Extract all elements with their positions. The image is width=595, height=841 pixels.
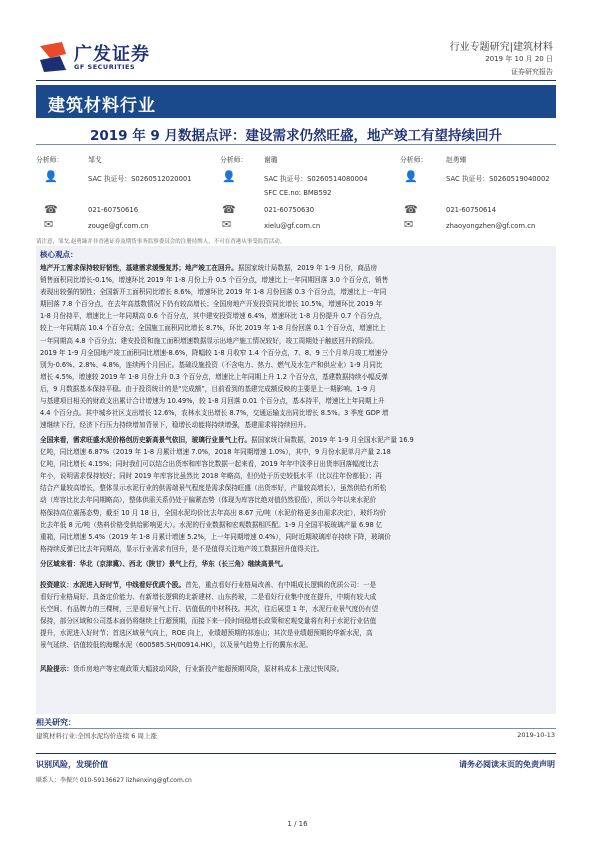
analyst-name: 谢璐: [264, 156, 278, 164]
person-icon: 👤: [44, 170, 58, 183]
analyst-name: 邹戈: [88, 156, 102, 164]
analyst-role: 分析师：: [400, 156, 428, 164]
paragraph-lead: 全国来看，需求旺盛水泥价格创历史新高景气依旧，玻璃行业景气上行。: [40, 436, 251, 444]
paragraph-lead: 风险提示：: [40, 665, 73, 673]
analyst-phone: 021-60750630: [264, 206, 315, 214]
related-research-title: 相关研究：: [36, 718, 76, 727]
footer-divider: [36, 753, 556, 754]
analyst-phone: 021-60750614: [446, 206, 497, 214]
logo-text-cn: 广发证券: [74, 44, 150, 65]
analyst-role: 分析师：: [36, 156, 64, 164]
related-research-link[interactable]: 建筑材料行业:全国水泥均价连续 6 周上涨: [36, 732, 157, 740]
report-date: 2019 年 10 月 20 日: [485, 55, 553, 63]
phone-icon: ☎: [404, 203, 418, 216]
paragraph-regional: [40, 558, 552, 570]
report-title: 2019 年 9 月数据点评：建设需求仍然旺盛，地产竣工有望持续回升: [89, 128, 503, 144]
paragraph-lead: 地产开工需求保持较好韧性，基建需求缓慢复苏；地产竣工在回升。: [40, 264, 238, 272]
mail-icon: ✉: [44, 218, 54, 231]
paragraph-investment: 投资建议：水泥进入好时节，中线看好优质个股。首先，重点看好行业格局改善、有中期成长逻辑的优质公司：一是 看好行业格局好、具备定价能力、有新增长逻辑的北新建材、山东药玻，二是看好行业集中度在提升，中期有较大成 长空间、有品牌力的三棵树，三是看好景气上行、估值低的中材科技。其次，往后展望 1 年，水泥行业景气度仍有望 保持，部分区域和公司基本面仍将继续上行超预期，而接下来一段时间稳增长政策和宏观变量将有利于水泥行业估值 提升，水泥进入好时节；首选区域景气向上，ROE 向上，业绩超预期的祁连山；其次是业绩超预期的华新水泥，高 景气延续、估值较低的海螺水泥（600585.SH/00914.HK），以及景气趋势上行的冀东水泥。: [40, 581, 379, 650]
core-points-title: 核心观点：: [40, 250, 78, 259]
analyst-email[interactable]: xielu@gf.com.cn: [264, 222, 321, 230]
mail-icon: ✉: [404, 218, 414, 231]
industry-banner-label: 建筑材料行业: [48, 96, 156, 116]
related-research-date: 2019-10-13: [517, 731, 555, 739]
logo-text-en: GF SECURITIES: [74, 63, 136, 71]
person-icon: 👤: [404, 170, 418, 183]
title-divider: [36, 144, 556, 145]
footer-slogan: 识别风险，发现价值: [36, 760, 108, 769]
analyst-sac: SAC 执证号：S0260512020001: [88, 175, 192, 183]
person-icon: 👤: [222, 170, 236, 183]
mail-icon: ✉: [222, 218, 232, 231]
analyst-sac: SAC 执证号：S0260519040002: [446, 175, 550, 183]
footer-disclaimer-note: 请务必阅读末页的免责声明: [459, 760, 555, 769]
analyst-role: 分析师：: [220, 156, 248, 164]
paragraph-nationwide: 全国来看，需求旺盛水泥价格创历史新高景气依旧，玻璃行业景气上行。据国家统计局数据，2019 年 1-9 月全国水泥产量 16.9 亿吨，同比增速 6.87%（2019 年 1-8 月累计增速 7.0%，2018 年同期增速 1.0%），其中，9 月份水泥单月产量 2.18 亿吨，同比增长 4.15%；同时我们可以结合出货率和库容比数据一起来看，2019 年年中淡季日出货率回落幅度比去 年小，说明需求保持较好；同时 2019 年库容比虽然比 2018 年略高，但仍处于历史较低水平（比以往年份都低）；再 结合产量较高增长，整体显示水泥行业的供需端景气程度是需求保持旺盛（出货率好，产量较高增长），虽然供给有所松 动（库容比比去年同期略高），整体供需关系仍处于偏紧态势（体现为库容比绝对值仍然很低），所以今年以来水泥价 格保持高位震荡态势，截至 10 月 18 日，全国水泥均价比去年高出 8.67 元/吨（水泥价格更多由需求决定），玻纤均价 比去年低 8 元/吨（热料价格受供给影响更大）。水泥的行业数据和宏观数据相匹配。1-9 月全国平板玻璃产量 6.98 亿 重箱，同比增速 5.4%（2019 年 1-8 月累计增速 5.2%，上一年同期增速 0.4%），同时近期玻璃库存持续下降，玻璃价 格持续反弹已比去年同期高，显示行业需求有回升，是不是值得关注地产竣工数据回升值得关注。: [40, 436, 414, 553]
analyst-phone: 021-60750616: [88, 206, 139, 214]
paragraph-lead: 分区域来看：华北（京津冀）、西北（陕甘）景气上行，华东（长三角）继续高景气。: [40, 560, 288, 568]
paragraph-risk: 风险提示：货币房地产等宏观政策大幅波动风险，行业新投产能超预期风险，原材料成本上涨过快风险。: [40, 665, 344, 673]
report-category: 行业专题研究|建筑材料: [449, 42, 553, 53]
analyst-sac: SAC 执证号：S0260514080004: [264, 175, 368, 183]
analyst-email[interactable]: zouge@gf.com.cn: [88, 222, 149, 230]
analyst-sfc: SFC CE.no: BMB592: [264, 189, 332, 197]
report-type: 证券研究报告: [511, 68, 553, 76]
paragraph-demand: 地产开工需求保持较好韧性，基建需求缓慢复苏；地产竣工在回升。据国家统计局数据，2019 年 1-9 月份，商品房 销售面积同比增长-0.1%，增速环比 2019 年 1-8 月份上升 0.5 个百分点，增速比上一年同期回落 3.0 个百分点，销售 表现出较强的韧性；全国新开工面积同比增长 8.6%，增速环比 2019 年 1-8 月份回落 0.3 个百分点，增速比上一年同 期回落 7.8 个百分点，在去年高基数情况下仍有较高增长；全国房地产开发投资同比增长 10.5%，增速环比 2019 年 1-8 月份持平，增速比上一年同期高 0.6 个百分点，其中建安投资增速 6.4%，增速环比 1-8 月份提升 0.7 个百分点， 较上一年同期高 10.4 个百分点；全国施工面积同比增长 8.7%，环比 2019 年 1-8 月份回落 0.1 个百分点，增速比上 一年同期高 4.8 个百分点；建安投资和施工面积增速数据显示出地产施工情况较好，竣工周期处于触底回升的阶段。 2019 年 1-9 月全国地产竣工面积同比增速-8.6%，降幅较 1-8 月收窄 1.4 个百分点，7、8、9 三个月单月竣工增速分 别为-0.6%、2.8%、4.8%，连续两个月回正。基础设施投资（不含电力、热力、燃气及水生产和供应业）1-9 月同比 增长 4.5%，增速较 2019 年 1-8 月份上升 0.3 个百分点，增速比上年同期上升 1.2 个百分点，基建数据持续小幅反弹 后，9 月数据基本保持平稳。由于投资统计的是“完成额”，目前看到的基建完成额反映的主要是上一期影响。1-9 月 与基建项目相关的财政支出累计合计增速为 10.49%，较 1-8 月回落 0.01 个百分点，基本持平，增速比上年同期上升 4.4 个百分点。其中城乡社区支出增长 12.6%，农林水支出增长 8.7%，交通运输支出同比增长 8.5%。3 季度 GDP 增 速继续下行，经济下行压力持续增加背景下，稳增长动能将持续增强，基建需求将持续回升。: [40, 264, 389, 430]
disclaimer-note: 请注意，邹戈,赵勇臻并非香港证券及期货事务监察委员会的注册持牌人，不可在香港从事受监管活动。: [36, 239, 286, 245]
paragraph-lead: 投资建议：水泥进入好时节，中线看好优质个股。: [40, 581, 186, 589]
phone-icon: ☎: [222, 203, 236, 216]
header-divider: [36, 80, 556, 81]
page-number: 1 / 16: [287, 820, 308, 828]
analyst-email[interactable]: zhaoyongzhen@gf.com.cn: [446, 222, 536, 230]
analyst-name: 赵勇臻: [446, 156, 467, 164]
phone-icon: ☎: [44, 203, 58, 216]
related-divider: [36, 728, 556, 729]
footer-contact: 联系人：李振兴 010-59136627 lizhenxing@gf.com.cn: [36, 777, 192, 784]
